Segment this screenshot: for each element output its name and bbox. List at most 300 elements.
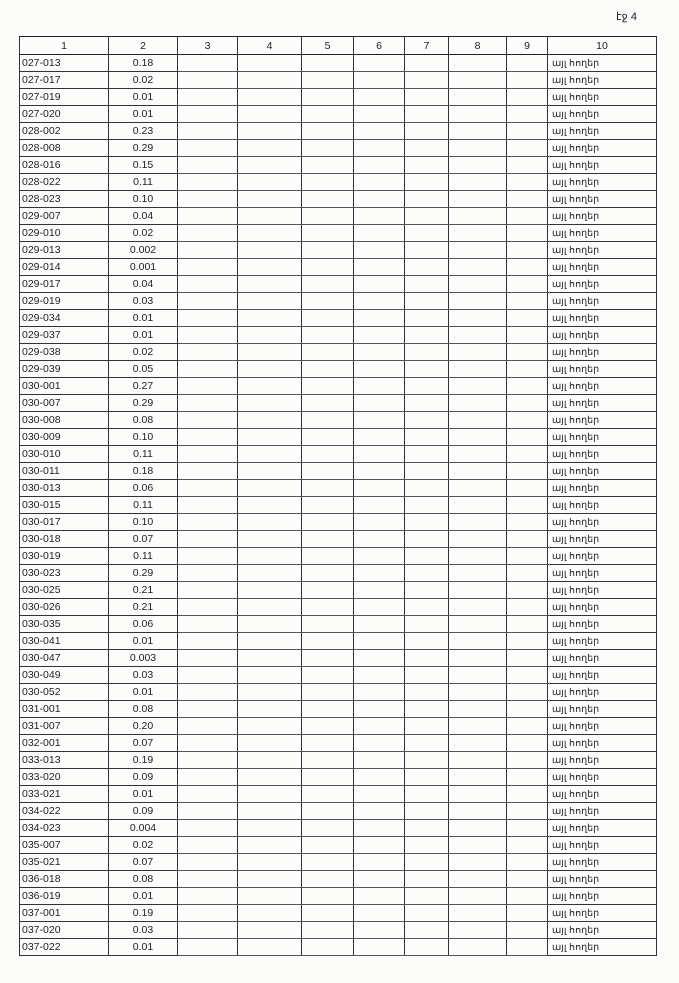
table-row (20, 616, 657, 633)
empty-cell-col-9 (507, 395, 548, 412)
table-row (20, 106, 657, 123)
empty-cell-col-8 (449, 854, 507, 871)
empty-cell-col-4 (238, 446, 302, 463)
empty-cell-col-7 (405, 803, 449, 820)
land-type-note: այլ հողեր (548, 616, 657, 633)
empty-cell-col-7 (405, 939, 449, 956)
parcel-code: 029-038 (20, 344, 109, 361)
empty-cell-col-9 (507, 412, 548, 429)
empty-cell-col-7 (405, 140, 449, 157)
empty-cell-col-3 (178, 854, 238, 871)
empty-cell-col-9 (507, 191, 548, 208)
table-row (20, 327, 657, 344)
land-type-note: այլ հողեր (548, 939, 657, 956)
table-row (20, 429, 657, 446)
empty-cell-col-6 (354, 854, 405, 871)
empty-cell-col-3 (178, 531, 238, 548)
empty-cell-col-8 (449, 293, 507, 310)
land-type-note: այլ հողեր (548, 633, 657, 650)
parcel-code: 035-007 (20, 837, 109, 854)
empty-cell-col-7 (405, 616, 449, 633)
empty-cell-col-3 (178, 89, 238, 106)
empty-cell-col-4 (238, 157, 302, 174)
empty-cell-col-5 (302, 684, 354, 701)
empty-cell-col-8 (449, 72, 507, 89)
empty-cell-col-4 (238, 633, 302, 650)
land-type-note: այլ հողեր (548, 735, 657, 752)
empty-cell-col-8 (449, 701, 507, 718)
parcel-area: 0.003 (109, 650, 178, 667)
column-header-3: 3 (178, 37, 238, 55)
empty-cell-col-9 (507, 871, 548, 888)
parcel-area: 0.27 (109, 378, 178, 395)
land-type-note: այլ հողեր (548, 208, 657, 225)
table-row (20, 446, 657, 463)
parcel-area: 0.11 (109, 446, 178, 463)
empty-cell-col-9 (507, 888, 548, 905)
empty-cell-col-3 (178, 463, 238, 480)
land-type-note: այլ հողեր (548, 191, 657, 208)
parcel-code: 030-026 (20, 599, 109, 616)
parcel-area: 0.18 (109, 463, 178, 480)
empty-cell-col-3 (178, 548, 238, 565)
column-header-4: 4 (238, 37, 302, 55)
empty-cell-col-9 (507, 650, 548, 667)
empty-cell-col-8 (449, 531, 507, 548)
empty-cell-col-7 (405, 259, 449, 276)
table-row (20, 735, 657, 752)
table-row (20, 871, 657, 888)
empty-cell-col-3 (178, 361, 238, 378)
empty-cell-col-3 (178, 446, 238, 463)
empty-cell-col-8 (449, 89, 507, 106)
empty-cell-col-4 (238, 89, 302, 106)
table-row (20, 667, 657, 684)
empty-cell-col-3 (178, 650, 238, 667)
empty-cell-col-7 (405, 854, 449, 871)
parcel-area: 0.08 (109, 871, 178, 888)
empty-cell-col-3 (178, 395, 238, 412)
empty-cell-col-7 (405, 242, 449, 259)
empty-cell-col-5 (302, 548, 354, 565)
empty-cell-col-5 (302, 582, 354, 599)
empty-cell-col-6 (354, 769, 405, 786)
parcel-area: 0.05 (109, 361, 178, 378)
table-row (20, 820, 657, 837)
parcel-area: 0.11 (109, 174, 178, 191)
empty-cell-col-5 (302, 310, 354, 327)
empty-cell-col-6 (354, 55, 405, 72)
table-row (20, 276, 657, 293)
land-type-note: այլ հողեր (548, 310, 657, 327)
empty-cell-col-9 (507, 276, 548, 293)
empty-cell-col-3 (178, 55, 238, 72)
table-row (20, 565, 657, 582)
empty-cell-col-6 (354, 259, 405, 276)
empty-cell-col-9 (507, 939, 548, 956)
empty-cell-col-6 (354, 174, 405, 191)
empty-cell-col-3 (178, 633, 238, 650)
empty-cell-col-3 (178, 837, 238, 854)
empty-cell-col-8 (449, 395, 507, 412)
empty-cell-col-9 (507, 55, 548, 72)
empty-cell-col-7 (405, 735, 449, 752)
empty-cell-col-7 (405, 412, 449, 429)
land-type-note: այլ հողեր (548, 871, 657, 888)
parcel-area: 0.01 (109, 888, 178, 905)
parcel-area: 0.29 (109, 565, 178, 582)
land-type-note: այլ հողեր (548, 174, 657, 191)
empty-cell-col-7 (405, 497, 449, 514)
empty-cell-col-5 (302, 922, 354, 939)
empty-cell-col-5 (302, 939, 354, 956)
empty-cell-col-7 (405, 701, 449, 718)
empty-cell-col-4 (238, 361, 302, 378)
empty-cell-col-9 (507, 769, 548, 786)
empty-cell-col-5 (302, 650, 354, 667)
empty-cell-col-7 (405, 922, 449, 939)
empty-cell-col-9 (507, 667, 548, 684)
empty-cell-col-3 (178, 684, 238, 701)
empty-cell-col-4 (238, 769, 302, 786)
empty-cell-col-7 (405, 684, 449, 701)
table-row (20, 769, 657, 786)
land-type-note: այլ հողեր (548, 72, 657, 89)
empty-cell-col-8 (449, 684, 507, 701)
empty-cell-col-3 (178, 599, 238, 616)
land-type-note: այլ հողեր (548, 548, 657, 565)
empty-cell-col-4 (238, 701, 302, 718)
parcel-area: 0.02 (109, 344, 178, 361)
parcel-code: 029-039 (20, 361, 109, 378)
empty-cell-col-8 (449, 412, 507, 429)
empty-cell-col-6 (354, 718, 405, 735)
empty-cell-col-9 (507, 803, 548, 820)
parcel-area: 0.03 (109, 922, 178, 939)
land-type-note: այլ հողեր (548, 769, 657, 786)
empty-cell-col-4 (238, 667, 302, 684)
empty-cell-col-9 (507, 293, 548, 310)
empty-cell-col-8 (449, 55, 507, 72)
empty-cell-col-3 (178, 225, 238, 242)
empty-cell-col-3 (178, 905, 238, 922)
empty-cell-col-9 (507, 854, 548, 871)
empty-cell-col-3 (178, 429, 238, 446)
empty-cell-col-7 (405, 769, 449, 786)
empty-cell-col-8 (449, 208, 507, 225)
table-row (20, 701, 657, 718)
empty-cell-col-4 (238, 463, 302, 480)
empty-cell-col-5 (302, 616, 354, 633)
empty-cell-col-9 (507, 905, 548, 922)
empty-cell-col-6 (354, 157, 405, 174)
land-type-note: այլ հողեր (548, 888, 657, 905)
empty-cell-col-4 (238, 735, 302, 752)
land-type-note: այլ հողեր (548, 123, 657, 140)
table-row (20, 514, 657, 531)
parcel-area: 0.08 (109, 412, 178, 429)
empty-cell-col-9 (507, 701, 548, 718)
empty-cell-col-7 (405, 225, 449, 242)
parcel-area: 0.19 (109, 905, 178, 922)
parcel-area: 0.04 (109, 276, 178, 293)
empty-cell-col-5 (302, 327, 354, 344)
empty-cell-col-8 (449, 752, 507, 769)
table-row (20, 174, 657, 191)
parcel-code: 036-018 (20, 871, 109, 888)
empty-cell-col-5 (302, 531, 354, 548)
empty-cell-col-6 (354, 446, 405, 463)
parcel-area: 0.20 (109, 718, 178, 735)
land-type-note: այլ հողեր (548, 786, 657, 803)
parcel-code: 028-008 (20, 140, 109, 157)
empty-cell-col-4 (238, 871, 302, 888)
empty-cell-col-5 (302, 871, 354, 888)
empty-cell-col-7 (405, 208, 449, 225)
land-type-note: այլ հողեր (548, 480, 657, 497)
empty-cell-col-7 (405, 463, 449, 480)
empty-cell-col-7 (405, 871, 449, 888)
empty-cell-col-5 (302, 361, 354, 378)
empty-cell-col-5 (302, 378, 354, 395)
empty-cell-col-5 (302, 633, 354, 650)
empty-cell-col-9 (507, 599, 548, 616)
empty-cell-col-7 (405, 837, 449, 854)
empty-cell-col-7 (405, 378, 449, 395)
empty-cell-col-7 (405, 905, 449, 922)
empty-cell-col-5 (302, 786, 354, 803)
empty-cell-col-5 (302, 123, 354, 140)
empty-cell-col-3 (178, 276, 238, 293)
table-row (20, 922, 657, 939)
table-row (20, 412, 657, 429)
empty-cell-col-3 (178, 344, 238, 361)
empty-cell-col-7 (405, 429, 449, 446)
parcel-area: 0.01 (109, 633, 178, 650)
parcel-code: 027-019 (20, 89, 109, 106)
empty-cell-col-9 (507, 123, 548, 140)
parcel-area: 0.002 (109, 242, 178, 259)
land-type-note: այլ հողեր (548, 259, 657, 276)
empty-cell-col-4 (238, 140, 302, 157)
empty-cell-col-3 (178, 106, 238, 123)
empty-cell-col-9 (507, 497, 548, 514)
empty-cell-col-8 (449, 276, 507, 293)
land-type-note: այլ հողեր (548, 446, 657, 463)
empty-cell-col-4 (238, 276, 302, 293)
empty-cell-col-8 (449, 803, 507, 820)
empty-cell-col-4 (238, 225, 302, 242)
empty-cell-col-9 (507, 174, 548, 191)
parcel-area: 0.01 (109, 310, 178, 327)
empty-cell-col-5 (302, 208, 354, 225)
empty-cell-col-3 (178, 888, 238, 905)
land-type-note: այլ հողեր (548, 837, 657, 854)
empty-cell-col-5 (302, 157, 354, 174)
parcel-code: 030-052 (20, 684, 109, 701)
empty-cell-col-4 (238, 72, 302, 89)
empty-cell-col-6 (354, 106, 405, 123)
empty-cell-col-9 (507, 446, 548, 463)
empty-cell-col-6 (354, 820, 405, 837)
empty-cell-col-3 (178, 293, 238, 310)
empty-cell-col-8 (449, 497, 507, 514)
empty-cell-col-4 (238, 106, 302, 123)
empty-cell-col-6 (354, 633, 405, 650)
parcel-code: 028-023 (20, 191, 109, 208)
empty-cell-col-3 (178, 752, 238, 769)
empty-cell-col-4 (238, 395, 302, 412)
parcel-code: 030-010 (20, 446, 109, 463)
empty-cell-col-6 (354, 191, 405, 208)
empty-cell-col-6 (354, 327, 405, 344)
column-header-1: 1 (20, 37, 109, 55)
table-row (20, 310, 657, 327)
land-type-note: այլ հողեր (548, 140, 657, 157)
empty-cell-col-5 (302, 412, 354, 429)
empty-cell-col-6 (354, 395, 405, 412)
land-type-note: այլ հողեր (548, 905, 657, 922)
empty-cell-col-5 (302, 259, 354, 276)
parcel-area: 0.18 (109, 55, 178, 72)
parcel-code: 030-025 (20, 582, 109, 599)
empty-cell-col-6 (354, 905, 405, 922)
empty-cell-col-9 (507, 684, 548, 701)
parcel-code: 034-023 (20, 820, 109, 837)
empty-cell-col-6 (354, 72, 405, 89)
parcel-area: 0.19 (109, 752, 178, 769)
empty-cell-col-7 (405, 514, 449, 531)
empty-cell-col-4 (238, 565, 302, 582)
empty-cell-col-4 (238, 242, 302, 259)
empty-cell-col-5 (302, 854, 354, 871)
empty-cell-col-6 (354, 582, 405, 599)
empty-cell-col-9 (507, 735, 548, 752)
column-header-9: 9 (507, 37, 548, 55)
empty-cell-col-4 (238, 820, 302, 837)
parcel-code: 030-007 (20, 395, 109, 412)
parcel-area: 0.06 (109, 616, 178, 633)
empty-cell-col-4 (238, 55, 302, 72)
empty-cell-col-9 (507, 140, 548, 157)
empty-cell-col-3 (178, 497, 238, 514)
table-row (20, 939, 657, 956)
empty-cell-col-7 (405, 72, 449, 89)
parcel-code: 029-034 (20, 310, 109, 327)
parcel-code: 029-019 (20, 293, 109, 310)
empty-cell-col-7 (405, 157, 449, 174)
land-type-note: այլ հողեր (548, 276, 657, 293)
empty-cell-col-8 (449, 735, 507, 752)
empty-cell-col-7 (405, 106, 449, 123)
empty-cell-col-8 (449, 225, 507, 242)
empty-cell-col-6 (354, 412, 405, 429)
parcel-code: 033-021 (20, 786, 109, 803)
empty-cell-col-6 (354, 344, 405, 361)
empty-cell-col-8 (449, 310, 507, 327)
empty-cell-col-4 (238, 412, 302, 429)
land-type-note: այլ հողեր (548, 412, 657, 429)
empty-cell-col-8 (449, 837, 507, 854)
land-type-note: այլ հողեր (548, 582, 657, 599)
parcel-code: 030-035 (20, 616, 109, 633)
parcel-area: 0.02 (109, 837, 178, 854)
empty-cell-col-6 (354, 939, 405, 956)
empty-cell-col-5 (302, 276, 354, 293)
empty-cell-col-3 (178, 582, 238, 599)
parcel-code: 030-013 (20, 480, 109, 497)
land-type-note: այլ հողեր (548, 701, 657, 718)
empty-cell-col-9 (507, 480, 548, 497)
land-type-note: այլ հողեր (548, 327, 657, 344)
empty-cell-col-9 (507, 548, 548, 565)
land-type-note: այլ հողեր (548, 293, 657, 310)
parcel-code: 036-019 (20, 888, 109, 905)
empty-cell-col-3 (178, 939, 238, 956)
parcel-code: 030-049 (20, 667, 109, 684)
table-row (20, 531, 657, 548)
parcel-area: 0.01 (109, 786, 178, 803)
land-type-note: այլ հողեր (548, 89, 657, 106)
land-type-note: այլ հողեր (548, 344, 657, 361)
empty-cell-col-7 (405, 531, 449, 548)
empty-cell-col-6 (354, 480, 405, 497)
empty-cell-col-7 (405, 361, 449, 378)
parcel-area: 0.02 (109, 72, 178, 89)
column-header-7: 7 (405, 37, 449, 55)
empty-cell-col-8 (449, 871, 507, 888)
table-row (20, 582, 657, 599)
parcel-code: 029-007 (20, 208, 109, 225)
parcel-code: 029-037 (20, 327, 109, 344)
empty-cell-col-3 (178, 123, 238, 140)
table-row (20, 905, 657, 922)
table-row (20, 140, 657, 157)
empty-cell-col-6 (354, 497, 405, 514)
empty-cell-col-7 (405, 123, 449, 140)
parcel-code: 027-020 (20, 106, 109, 123)
empty-cell-col-6 (354, 361, 405, 378)
column-header-10: 10 (548, 37, 657, 55)
empty-cell-col-4 (238, 939, 302, 956)
parcel-code: 030-011 (20, 463, 109, 480)
empty-cell-col-6 (354, 310, 405, 327)
empty-cell-col-6 (354, 208, 405, 225)
parcel-area: 0.10 (109, 429, 178, 446)
empty-cell-col-4 (238, 310, 302, 327)
empty-cell-col-7 (405, 888, 449, 905)
empty-cell-col-5 (302, 72, 354, 89)
empty-cell-col-5 (302, 769, 354, 786)
parcel-area: 0.01 (109, 106, 178, 123)
table-row (20, 633, 657, 650)
empty-cell-col-4 (238, 803, 302, 820)
empty-cell-col-3 (178, 208, 238, 225)
table-row (20, 361, 657, 378)
empty-cell-col-6 (354, 276, 405, 293)
empty-cell-col-5 (302, 752, 354, 769)
table-row (20, 259, 657, 276)
parcel-area: 0.23 (109, 123, 178, 140)
empty-cell-col-9 (507, 582, 548, 599)
empty-cell-col-9 (507, 514, 548, 531)
land-type-note: այլ հողեր (548, 378, 657, 395)
parcel-code: 029-017 (20, 276, 109, 293)
empty-cell-col-5 (302, 293, 354, 310)
empty-cell-col-4 (238, 480, 302, 497)
empty-cell-col-6 (354, 89, 405, 106)
empty-cell-col-4 (238, 208, 302, 225)
